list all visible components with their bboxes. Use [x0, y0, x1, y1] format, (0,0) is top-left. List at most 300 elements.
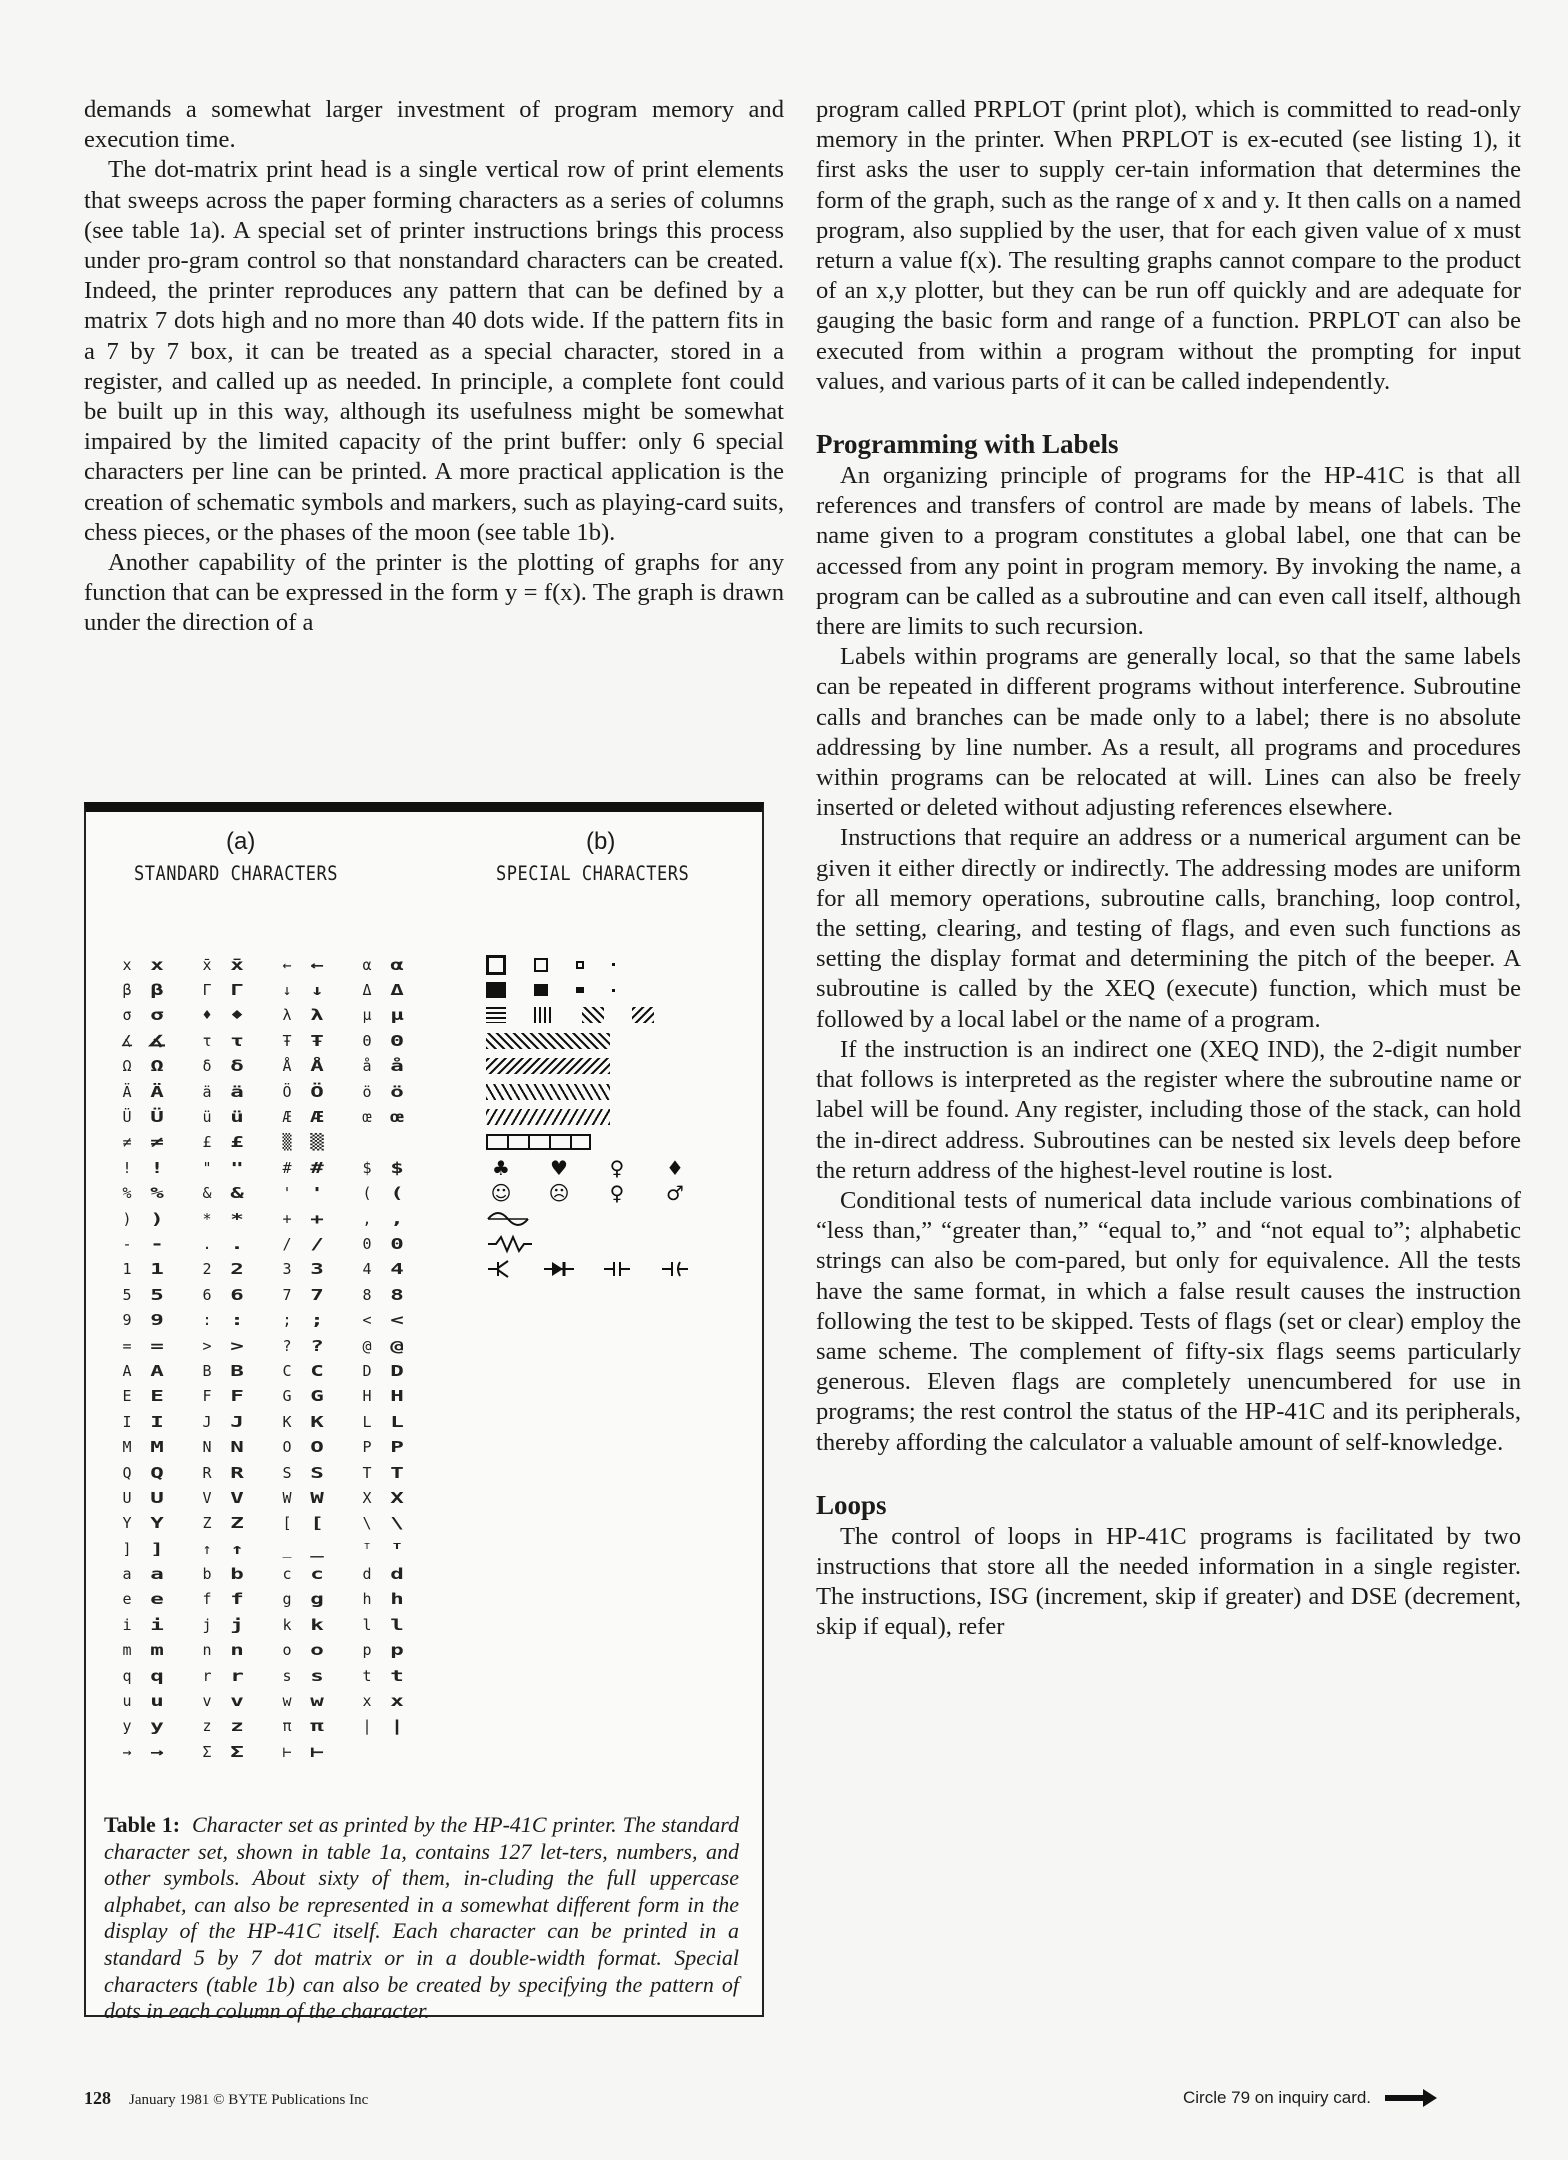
special-row-resistor: [486, 1231, 746, 1256]
standard-char: ♦: [202, 1006, 212, 1025]
double-width-char: P: [390, 1438, 404, 1457]
character-row: [120, 1358, 440, 1383]
character-pair: [200, 1311, 280, 1329]
standard-char: Σ: [202, 1742, 212, 1761]
paragraph: The dot-matrix print head is a single vertical row of print elements that sweeps across the paper forming characters as a series of columns (see table 1a). A special set of printer instructions brings this process under pro-gram control so that nonstandard characters can be created. Indeed, the printer reproduces any pattern that can be defined by a matrix 7 dots high and no more than 40 dots wide. If the pattern fits in a 7 by 7 box, it can be treated as a special character, stored in a register, and called up as needed. In principle, a complete font could be built up in this way, although its usefulness might be somewhat impaired by the limited capacity of the print buffer: only 6 special characters per line can be printed. A more practical application is the creation of schematic symbols and markers, such as playing-card suits, chess pieces, or the phases of the moon (see table 1b).: [84, 156, 784, 546]
paragraph: Instructions that require an address or a numerical argument can be given it either directly or indirectly. The addressing modes are uniform for all memory operations, subroutine calls, branching, loop control, the setting, clearing, and testing of flags, and even such functions as setting the display format and determining the pitch of the beeper. A subroutine is called by the XEQ (execute) function, which must be followed by a local label or the name of a program.: [816, 824, 1521, 1033]
table-caption: [104, 1812, 739, 2025]
standard-char: U: [122, 1488, 132, 1507]
right-column: [816, 95, 1521, 1643]
character-pair: [360, 1387, 440, 1405]
character-pair: [280, 1489, 360, 1507]
reverse-hatch-icon: [632, 1007, 654, 1023]
character-pair: [280, 1133, 360, 1151]
double-width-char: 4: [390, 1260, 404, 1279]
standard-char: V: [202, 1488, 212, 1507]
standard-char: ö: [362, 1082, 372, 1101]
standard-char: S: [282, 1463, 292, 1482]
character-pair: [360, 1184, 440, 1202]
double-width-char: ♦: [230, 1006, 244, 1025]
double-width-char: -: [150, 1234, 164, 1253]
character-pair: [360, 981, 440, 999]
character-pair: [120, 1514, 200, 1532]
standard-char: Ω: [122, 1057, 132, 1076]
double-width-char: Ä: [150, 1082, 164, 1101]
double-width-char: s: [310, 1666, 324, 1685]
character-row: [120, 1561, 440, 1586]
character-pair: [120, 1641, 200, 1659]
double-width-char: Y: [150, 1514, 164, 1533]
standard-char: j: [202, 1615, 212, 1634]
heart-icon: ♥: [550, 1155, 568, 1180]
character-row: [120, 1181, 440, 1206]
standard-char: Ŧ: [282, 1031, 292, 1050]
character-pair: [280, 1083, 360, 1101]
standard-char: s: [282, 1666, 292, 1685]
double-width-char: →: [150, 1742, 164, 1761]
character-pair: [360, 1464, 440, 1482]
character-row: [120, 977, 440, 1002]
special-row-card-suits: [486, 1155, 746, 1180]
special-character-grid: [486, 952, 746, 1282]
character-pair: [120, 1210, 200, 1228]
table-1: [84, 802, 764, 2024]
standard-char: n: [202, 1641, 212, 1660]
character-pair: [200, 1641, 280, 1659]
standard-char: δ: [202, 1057, 212, 1076]
double-width-char: 9: [150, 1311, 164, 1330]
standard-char: b: [202, 1565, 212, 1584]
standard-char: β: [122, 981, 132, 1000]
character-row: [120, 1714, 440, 1739]
character-pair: [200, 1565, 280, 1583]
double-width-char: E: [150, 1387, 164, 1406]
double-width-char: q: [150, 1666, 164, 1685]
character-row: [120, 1409, 440, 1434]
caption-text: Character set as printed by the HP-41C printer. The standard character set, shown in table 1a, contains 127 let-ters, numbers, and other symbols. About sixty of them, in-cluding the full uppercase alphabet, can also be represented in a somewhat different form in the display of the HP-41C itself. Each character can be printed in a standard 5 by 7 dot matrix or in a double-width format. Special characters (table 1b) can also be created by specifying the pattern of dots in each column of the character.: [104, 1812, 739, 2024]
character-pair: [120, 1692, 200, 1710]
double-width-char: .: [230, 1234, 244, 1253]
character-pair: [200, 1184, 280, 1202]
double-width-char: Z: [230, 1514, 244, 1533]
double-width-char: N: [230, 1438, 244, 1457]
standard-char: 9: [122, 1311, 132, 1330]
standard-char: ↓: [282, 981, 292, 1000]
double-width-char: I: [150, 1412, 164, 1431]
standard-char: Γ: [202, 981, 212, 1000]
character-pair: [120, 1108, 200, 1126]
standard-char: o: [282, 1641, 292, 1660]
standard-char: T: [362, 1463, 372, 1482]
standard-char: Ü: [122, 1108, 132, 1127]
character-pair: [360, 1006, 440, 1024]
character-pair: [280, 1006, 360, 1024]
standard-char: P: [362, 1438, 372, 1457]
character-pair: [200, 1514, 280, 1532]
inquiry-text: Circle 79 on inquiry card.: [1183, 2088, 1372, 2107]
smiley-icon: ☺: [490, 1181, 512, 1206]
double-width-char: w: [310, 1692, 324, 1711]
box-strip-icon: [486, 1134, 591, 1150]
small-square-icon: [576, 961, 584, 969]
paragraph: Another capability of the printer is the plotting of graphs for any function that can be expressed in the form y = f(x). The graph is drawn under the direction of a: [84, 549, 784, 637]
standard-char: m: [122, 1641, 132, 1660]
standard-char: 1: [122, 1260, 132, 1279]
double-width-char: α: [390, 955, 404, 974]
standard-char: z: [202, 1717, 212, 1736]
medium-filled-square-icon: [534, 984, 548, 996]
double-width-char: g: [310, 1590, 324, 1609]
double-width-char: T: [390, 1463, 404, 1482]
double-width-char: o: [310, 1641, 324, 1660]
character-pair: [280, 1260, 360, 1278]
double-width-char: D: [390, 1361, 404, 1380]
character-pair: [280, 1717, 360, 1735]
character-pair: [280, 1565, 360, 1583]
character-pair: [200, 1260, 280, 1278]
standard-char: ↑: [202, 1539, 212, 1558]
right-arrow-icon: [1385, 2089, 1437, 2107]
double-width-char: R: [230, 1463, 244, 1482]
character-pair: [120, 1540, 200, 1558]
special-characters-title: SPECIAL CHARACTERS: [496, 862, 690, 886]
standard-char: |: [362, 1717, 372, 1736]
character-pair: [200, 1362, 280, 1380]
female-symbol-icon: ♀: [609, 1181, 625, 1206]
double-width-char: 0: [390, 1234, 404, 1253]
double-width-char: f: [230, 1590, 244, 1609]
standard-char: ←: [282, 955, 292, 974]
double-width-char: ": [230, 1158, 244, 1177]
character-pair: [280, 1641, 360, 1659]
double-width-char: h: [390, 1590, 404, 1609]
standard-char: e: [122, 1590, 132, 1609]
character-row: [120, 1003, 440, 1028]
double-width-char: @: [390, 1336, 404, 1355]
character-row: [120, 1079, 440, 1104]
double-width-char: C: [310, 1361, 324, 1380]
character-row: [120, 1231, 440, 1256]
wave-strip-icon: [486, 1084, 610, 1100]
standard-char: -: [122, 1234, 132, 1253]
character-pair: [280, 1337, 360, 1355]
character-pair: [120, 1260, 200, 1278]
polarized-capacitor-icon: [660, 1259, 690, 1279]
standard-char: q: [122, 1666, 132, 1685]
character-pair: [280, 1464, 360, 1482]
double-width-char: >: [230, 1336, 244, 1355]
double-width-char: [: [310, 1514, 324, 1533]
standard-char: I: [122, 1412, 132, 1431]
character-pair: [120, 1743, 200, 1761]
small-filled-square-icon: [576, 987, 584, 993]
double-width-char: β: [150, 981, 164, 1000]
medium-square-icon: [534, 958, 548, 972]
table-label-a: (a): [226, 828, 256, 855]
character-pair: [200, 1413, 280, 1431]
character-pair: [200, 1235, 280, 1253]
double-width-char: +: [310, 1209, 324, 1228]
character-pair: [200, 1667, 280, 1685]
standard-char: ?: [282, 1336, 292, 1355]
character-pair: [200, 1616, 280, 1634]
character-pair: [360, 1311, 440, 1329]
character-pair: [120, 1286, 200, 1304]
character-row: [120, 1307, 440, 1332]
standard-char: R: [202, 1463, 212, 1482]
double-width-char: Θ: [390, 1031, 404, 1050]
standard-char: _: [282, 1539, 292, 1558]
standard-char: x̄: [202, 955, 212, 974]
standard-char: [: [282, 1514, 292, 1533]
double-width-char: k: [310, 1615, 324, 1634]
double-width-char: ;: [310, 1311, 324, 1330]
character-pair: [200, 956, 280, 974]
standard-char: <: [362, 1311, 372, 1330]
double-width-char: Δ: [390, 981, 404, 1000]
character-pair: [200, 1438, 280, 1456]
double-width-char: b: [230, 1565, 244, 1584]
double-width-char: Æ: [310, 1108, 324, 1127]
standard-char: p: [362, 1641, 372, 1660]
standard-char: f: [202, 1590, 212, 1609]
character-pair: [200, 1540, 280, 1558]
character-pair: [280, 1311, 360, 1329]
double-width-char: x: [390, 1692, 404, 1711]
character-pair: [280, 1540, 360, 1558]
character-pair: [120, 1133, 200, 1151]
standard-char: J: [202, 1412, 212, 1431]
character-pair: [120, 1337, 200, 1355]
character-pair: [360, 1235, 440, 1253]
character-pair: [120, 1083, 200, 1101]
standard-char: τ: [202, 1031, 212, 1050]
double-width-char: τ: [230, 1031, 244, 1050]
character-pair: [120, 981, 200, 999]
standard-char: $: [362, 1158, 372, 1177]
double-width-char: Σ: [230, 1742, 244, 1761]
double-width-char: n: [230, 1641, 244, 1660]
standard-char: x: [122, 955, 132, 974]
standard-char: C: [282, 1361, 292, 1380]
character-pair: [360, 1362, 440, 1380]
standard-char: h: [362, 1590, 372, 1609]
character-pair: [120, 956, 200, 974]
double-width-char: H: [390, 1387, 404, 1406]
double-width-char: a: [150, 1565, 164, 1584]
double-width-char: x̄: [230, 955, 244, 974]
standard-char: μ: [362, 1006, 372, 1025]
publication-line: January 1981 © BYTE Publications Inc: [129, 2092, 369, 2108]
standard-char: H: [362, 1387, 372, 1406]
double-width-char: δ: [230, 1057, 244, 1076]
double-width-char: G: [310, 1387, 324, 1406]
standard-char: ᵀ: [362, 1539, 372, 1558]
standard-char: ': [282, 1184, 292, 1203]
footer-right: [1183, 2088, 1437, 2108]
double-width-char: *: [230, 1209, 244, 1228]
character-pair: [360, 1413, 440, 1431]
character-pair: [120, 1464, 200, 1482]
standard-char: W: [282, 1488, 292, 1507]
paragraph: Labels within programs are generally local, so that the same labels can be repeated in different programs without interference. Subroutine calls and branches can be made only to a label; there is no absolute addressing by line number. As a result, all programs and procedures within programs can be relocated at will. Lines can also be freely inserted or deleted without adjusting references elsewhere.: [816, 643, 1521, 822]
character-pair: [200, 1133, 280, 1151]
character-pair: [200, 1717, 280, 1735]
standard-char: y: [122, 1717, 132, 1736]
double-width-char: L: [390, 1412, 404, 1431]
character-pair: [360, 1616, 440, 1634]
dot-icon: [612, 963, 615, 966]
double-width-char: ∡: [146, 1031, 168, 1050]
standard-char: 6: [202, 1285, 212, 1304]
double-width-char: Ö: [310, 1082, 324, 1101]
character-pair: [280, 1184, 360, 1202]
standard-char: ]: [122, 1539, 132, 1558]
standard-char: *: [202, 1209, 212, 1228]
double-width-char: Ü: [150, 1108, 164, 1127]
standard-char: %: [122, 1184, 132, 1203]
character-pair: [200, 1387, 280, 1405]
standard-char: Δ: [362, 981, 372, 1000]
double-width-char: :: [230, 1311, 244, 1330]
double-width-char: !: [150, 1158, 164, 1177]
double-width-char: ↓: [310, 981, 324, 1000]
double-width-char: d: [390, 1565, 404, 1584]
double-width-char: ö: [390, 1082, 404, 1101]
character-pair: [200, 1337, 280, 1355]
double-width-char: ←: [310, 955, 324, 974]
character-pair: [280, 981, 360, 999]
double-width-char: i: [150, 1615, 164, 1634]
character-pair: [120, 1362, 200, 1380]
character-row: [120, 1054, 440, 1079]
character-pair: [200, 1464, 280, 1482]
character-pair: [120, 1590, 200, 1608]
standard-char: &: [202, 1184, 212, 1203]
character-pair: [200, 981, 280, 999]
standard-char: λ: [282, 1006, 292, 1025]
character-row: [120, 1028, 440, 1053]
standard-char: /: [282, 1234, 292, 1253]
character-pair: [200, 1159, 280, 1177]
standard-char: >: [202, 1336, 212, 1355]
double-width-char: œ: [390, 1108, 404, 1127]
special-row-filled-squares: [486, 977, 746, 1002]
character-pair: [280, 1692, 360, 1710]
standard-char: A: [122, 1361, 132, 1380]
standard-char: a: [122, 1565, 132, 1584]
standard-char: ü: [202, 1108, 212, 1127]
diagonal-hatch-icon: [582, 1007, 604, 1023]
standard-char: l: [362, 1615, 372, 1634]
character-pair: [360, 1057, 440, 1075]
character-pair: [280, 1108, 360, 1126]
double-width-char: Ω: [150, 1057, 164, 1076]
standard-char: +: [282, 1209, 292, 1228]
standard-characters-title: STANDARD CHARACTERS: [134, 862, 338, 886]
double-width-char: V: [230, 1488, 244, 1507]
character-pair: [200, 1743, 280, 1761]
character-pair: [360, 1540, 440, 1558]
character-pair: [200, 1006, 280, 1024]
double-width-char: ≠: [150, 1133, 164, 1152]
double-width-char: |: [390, 1717, 404, 1736]
character-pair: [120, 1565, 200, 1583]
capacitor-icon: [602, 1259, 632, 1279]
character-row: [120, 1460, 440, 1485]
standard-char: F: [202, 1387, 212, 1406]
double-width-char: λ: [310, 1006, 324, 1025]
standard-char: 4: [362, 1260, 372, 1279]
paragraph: The control of loops in HP-41C programs is facilitated by two instructions that store all the needed information in a single register. The instructions, ISG (increment, skip if greater) and DSE (decrement, skip if equal), refer: [816, 1522, 1521, 1641]
resistor-icon: [486, 1234, 534, 1254]
character-row: [120, 1257, 440, 1282]
double-width-char: O: [310, 1438, 324, 1457]
double-width-char: £: [230, 1133, 244, 1152]
character-row: [120, 1206, 440, 1231]
character-pair: [120, 1159, 200, 1177]
horizontal-lines-icon: [486, 1007, 506, 1023]
special-row-sine: [486, 1206, 746, 1231]
vertical-lines-icon: [534, 1007, 554, 1023]
character-pair: [200, 1590, 280, 1608]
frowny-icon: ☹: [548, 1181, 570, 1206]
double-width-char: /: [310, 1234, 324, 1253]
double-width-char: ▒: [310, 1133, 324, 1152]
character-row: [120, 1536, 440, 1561]
character-row: [120, 1333, 440, 1358]
double-width-char: Ŧ: [310, 1031, 324, 1050]
character-pair: [120, 1616, 200, 1634]
character-pair: [280, 1387, 360, 1405]
double-width-char: j: [230, 1615, 244, 1634]
standard-char: Å: [282, 1057, 292, 1076]
standard-character-grid: [120, 952, 440, 1765]
double-width-char: K: [310, 1412, 324, 1431]
character-row: [120, 1663, 440, 1688]
character-pair: [360, 1514, 440, 1532]
double-width-char: 8: [390, 1285, 404, 1304]
double-width-char: =: [150, 1336, 164, 1355]
character-row: [120, 1485, 440, 1510]
double-width-char: U: [150, 1488, 164, 1507]
character-pair: [120, 1667, 200, 1685]
paragraph: Conditional tests of numerical data include various combinations of “less than,” “greater than,” “equal to,” and “not equal to”; alphabetic strings can also be com-pared, but only for equivalence. All the tests have the same format, in which a false result causes the instruction following the test to be skipped. Tests of flags (set or clear) employ the same scheme. The complement of fifty-six flags seems particularly generous. Eleven flags are completely unencumbered for use in programs; the rest control the status of the HP-41C and its peripherals, thereby affording the calculator a valuable amount of self-knowledge.: [816, 1186, 1521, 1456]
standard-char: α: [362, 955, 372, 974]
standard-char: ;: [282, 1311, 292, 1330]
section-heading: Programming with Labels: [816, 429, 1119, 460]
character-pair: [280, 956, 360, 974]
standard-char: ≠: [122, 1133, 132, 1152]
standard-char: w: [282, 1692, 292, 1711]
standard-char: ∡: [120, 1031, 134, 1050]
character-pair: [280, 1210, 360, 1228]
character-pair: [200, 1692, 280, 1710]
standard-char: 7: [282, 1285, 292, 1304]
character-pair: [120, 1057, 200, 1075]
character-pair: [360, 1641, 440, 1659]
double-width-char: S: [310, 1463, 324, 1482]
character-row: [120, 1434, 440, 1459]
character-pair: [360, 1667, 440, 1685]
character-pair: [280, 1667, 360, 1685]
double-width-char: A: [150, 1361, 164, 1380]
character-pair: [360, 1032, 440, 1050]
character-pair: [120, 1413, 200, 1431]
double-width-char: \: [390, 1514, 404, 1533]
double-width-char: m: [150, 1641, 164, 1660]
character-pair: [200, 1108, 280, 1126]
